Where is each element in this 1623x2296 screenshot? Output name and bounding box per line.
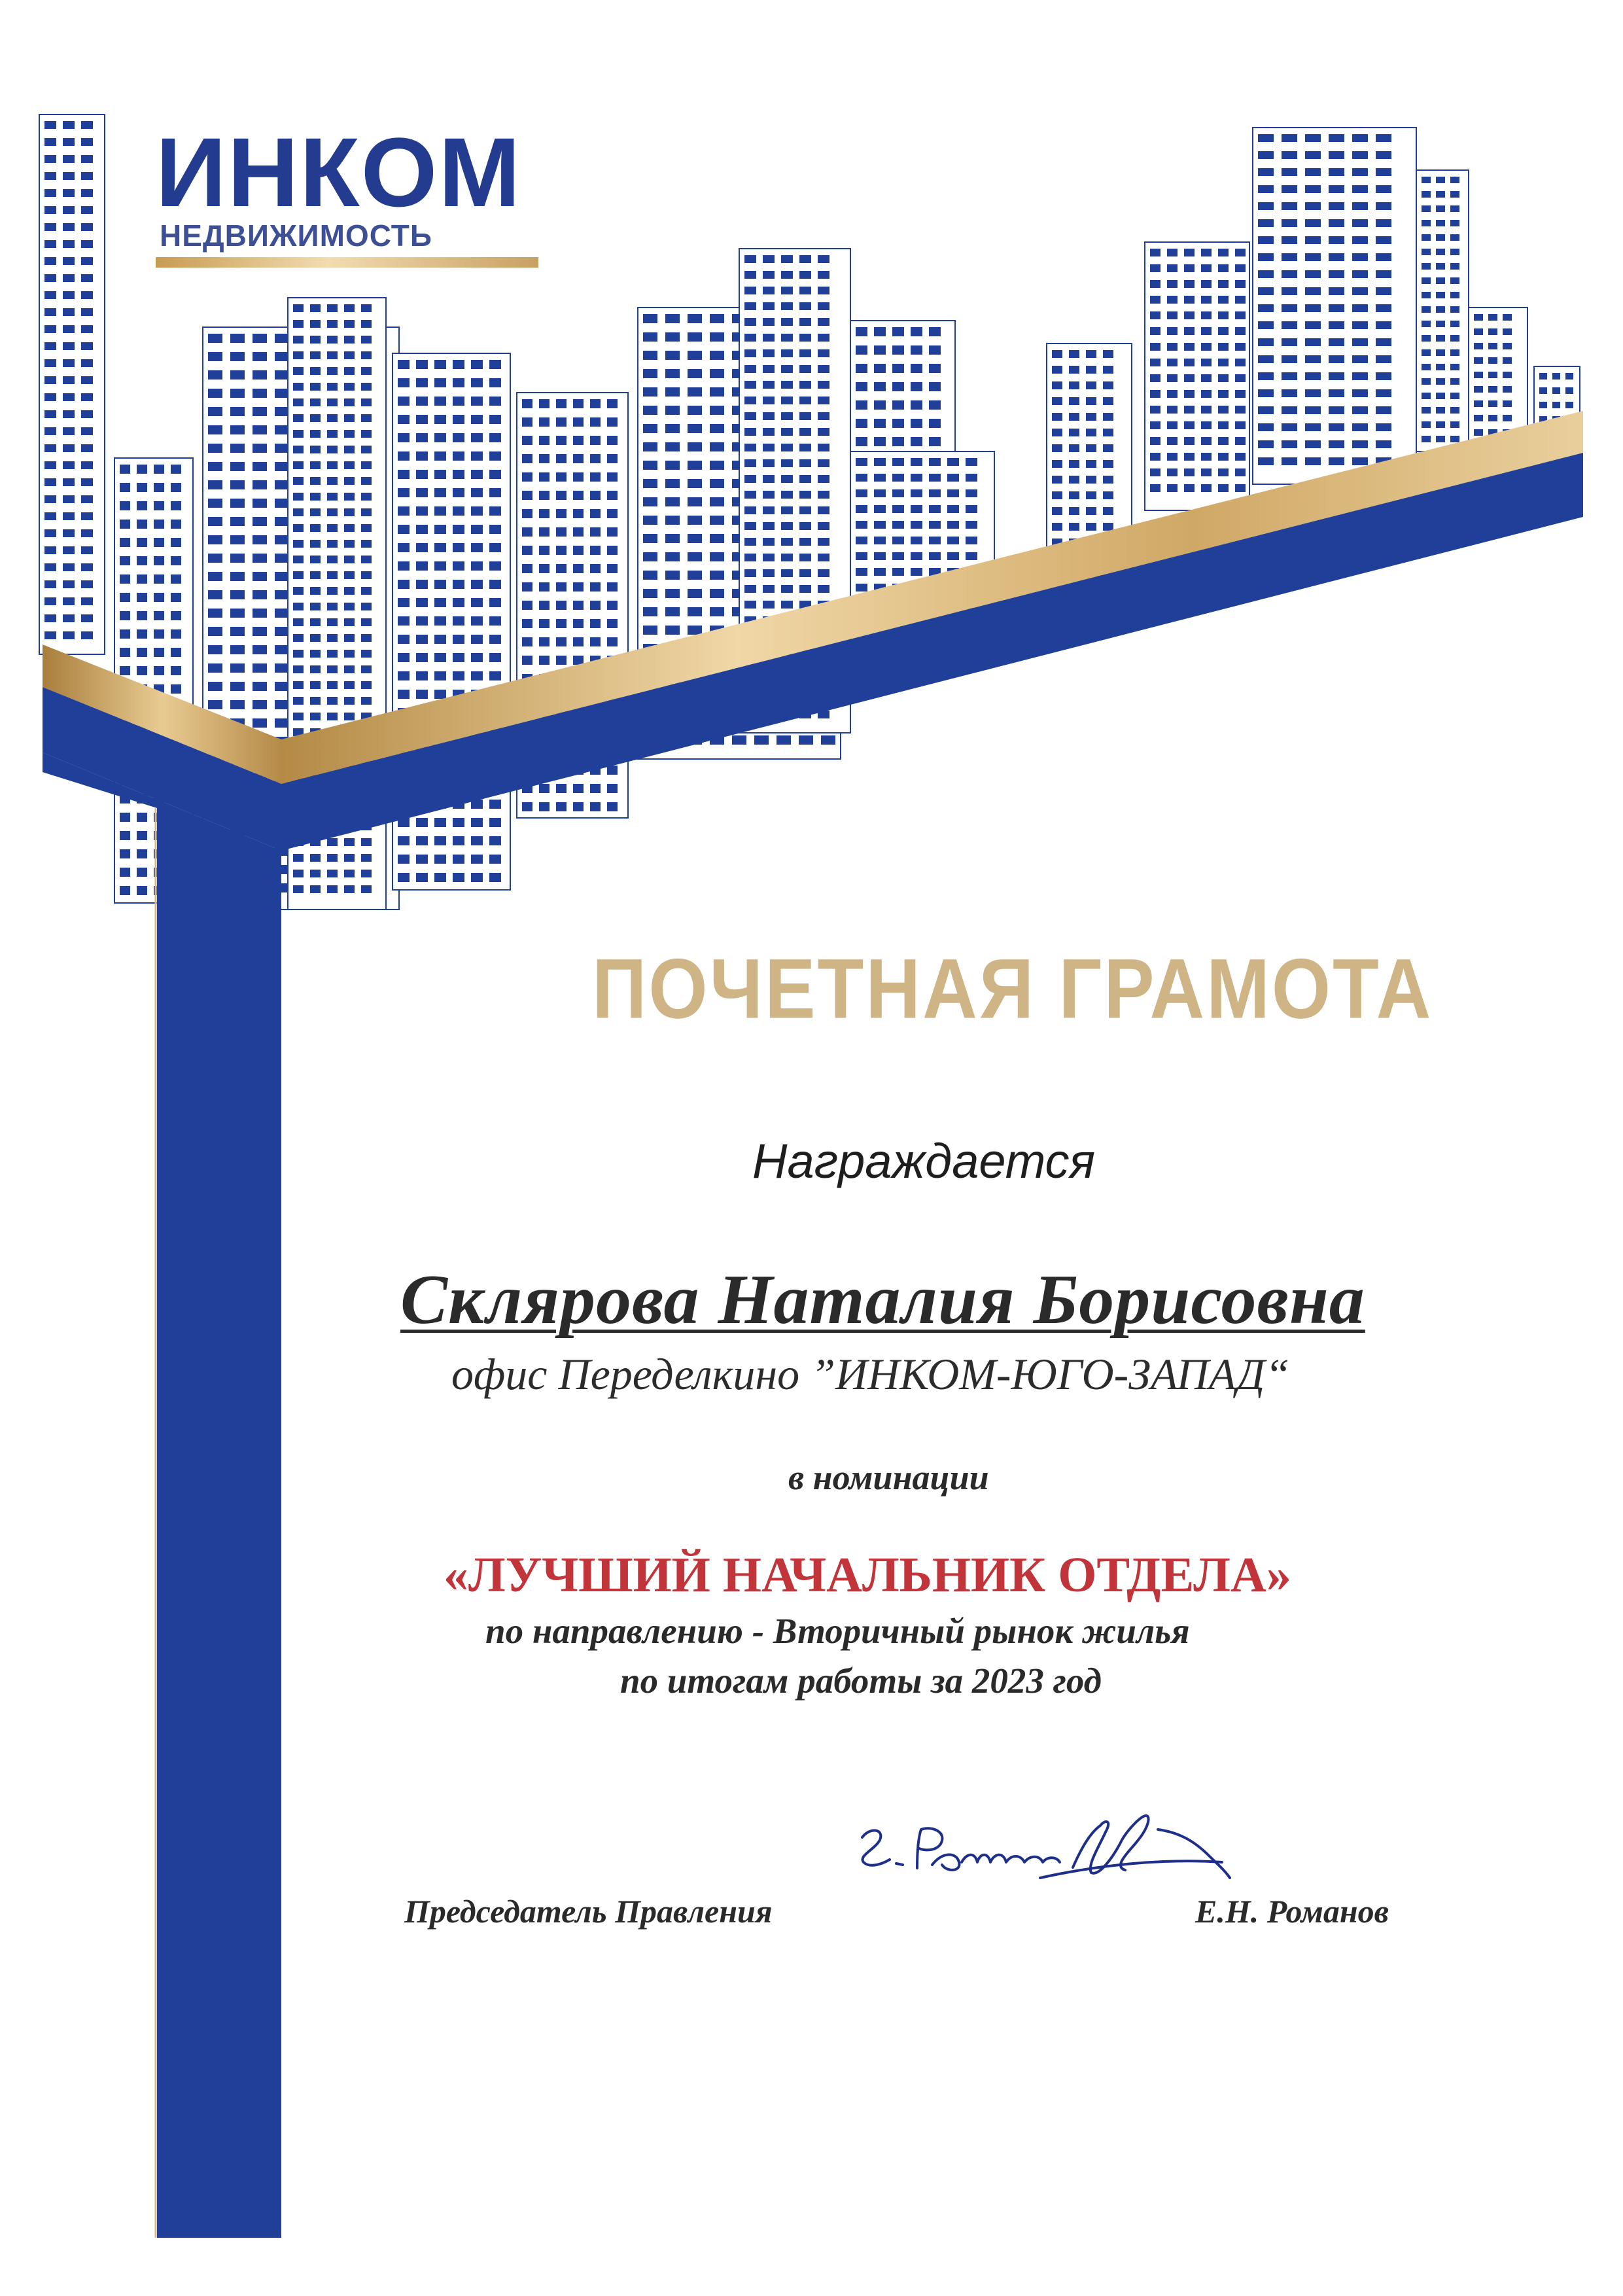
signatory-name: Е.Н. Романов (1195, 1893, 1389, 1930)
nomination-period: по итогам работы за 2023 год (620, 1661, 1102, 1701)
logo-wordmark: ИНКОМ (156, 117, 522, 227)
logo-subtitle: НЕДВИЖИМОСТЬ (160, 219, 432, 253)
nomination-direction: по направлению - Вторичный рынок жилья (485, 1611, 1190, 1651)
recipient-office: офис Переделкино ”ИНКОМ-ЮГО-ЗАПАД“ (451, 1349, 1290, 1399)
nomination-intro: в номинации (788, 1458, 989, 1497)
awarded-label: Награждается (752, 1134, 1096, 1188)
nomination-title: «ЛУЧШИЙ НАЧАЛЬНИК ОТДЕЛА» (444, 1547, 1291, 1602)
signatory-position: Председатель Правления (404, 1893, 773, 1930)
certificate-title: ПОЧЕТНАЯ ГРАМОТА (592, 941, 1433, 1036)
recipient-name: Склярова Наталия Борисовна (400, 1261, 1365, 1339)
